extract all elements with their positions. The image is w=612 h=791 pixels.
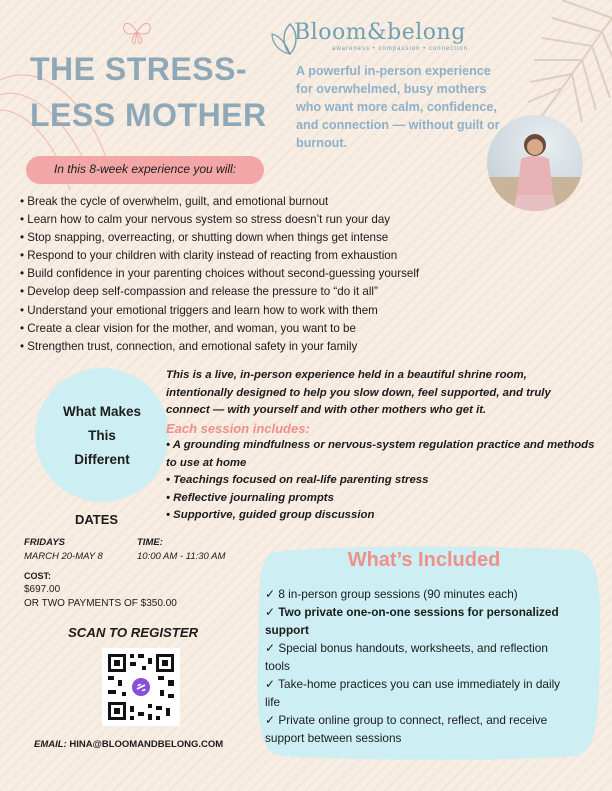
logo-tagline: awareness • compassion • connection [332,46,468,52]
title-line-1: THE STRESS- [30,51,248,87]
butterfly-icon [120,18,154,46]
check-icon: ✓ [265,587,276,601]
included-item-text: Special bonus handouts, worksheets, and reflection tools [265,641,548,673]
check-icon: ✓ [265,713,276,727]
session-item: • Teachings focused on real-life parenting stress [166,474,429,486]
different-heading-line-2: This [88,428,116,443]
different-description-block [166,367,596,525]
different-heading-line-1: What Makes [62,404,142,419]
list-item: • Create a clear vision for the mother, and woman, you want to be [20,320,560,338]
payment-option: OR TWO PAYMENTS OF $350.00 [24,598,177,609]
session-item: • Supportive, guided group discussion [166,509,375,521]
different-description: This is a live, in-person experience held in a beautiful shrine room, intentionally designed to help you slow down, feel supported, and truly connect — with yourself and with other mothers who get it. [166,369,551,416]
check-icon: ✓ [265,677,276,691]
logo-wordmark: Bloom&belong [294,20,466,45]
title-line-2: LESS MOTHER [30,97,267,133]
list-item: • Stop snapping, overreacting, or shutting down when things get intense [20,229,560,247]
scan-heading: SCAN TO REGISTER [68,625,199,640]
qr-code-icon [102,648,180,726]
benefits-heading: In this 8-week experience you will: [53,162,237,176]
list-item [265,585,565,603]
list-item [265,639,565,675]
list-item: • Respond to your children with clarity instead of reacting from exhaustion [20,247,560,265]
dates-heading: DATES [75,512,119,527]
list-item [265,711,565,747]
included-item-text: Two private one-on-one sessions for personalized support [265,605,559,637]
intro-text: A powerful in-person experience for overwhelmed, busy mothers who want more calm, confidence, and connection — without guilt or burnout. [296,64,500,150]
email-line [34,739,223,750]
list-item: • Develop deep self-compassion and release the pressure to “do it all” [20,283,560,301]
list-item: • Break the cycle of overwhelm, guilt, and emotional burnout [20,193,560,211]
date-range: MARCH 20-MAY 8 [24,551,103,562]
list-item: • Understand your emotional triggers and learn how to work with them [20,302,560,320]
different-heading [45,400,159,472]
session-item: • Reflective journaling prompts [166,491,334,504]
qr-code[interactable] [102,648,180,726]
time-value: 10:00 AM - 11:30 AM [137,551,226,562]
email-label: EMAIL: [34,739,67,750]
check-icon: ✓ [265,641,276,655]
session-item: • A grounding mindfulness or nervous-system regulation practice and methods to use at home [166,439,595,469]
included-item-text: Private online group to connect, reflect, and receive support between sessions [265,713,548,745]
email-address[interactable]: HINA@BLOOMANDBELONG.COM [69,739,224,750]
list-item: • Build confidence in your parenting choices without second-guessing yourself [20,265,560,283]
list-item [265,603,565,639]
session-heading: Each session includes: [166,420,310,436]
included-heading: What’s Included [347,549,501,571]
list-item: • Strengthen trust, connection, and emotional safety in your family [20,338,560,356]
different-heading-line-3: Different [74,452,130,467]
list-item: • Learn how to calm your nervous system so stress doesn’t run your day [20,211,560,229]
benefits-list [20,193,560,356]
list-item [265,675,565,711]
cost-label: COST: [24,571,51,581]
time-label: TIME: [137,537,163,548]
day-label: FRIDAYS [24,537,65,548]
check-icon: ✓ [265,605,276,619]
included-item-text: 8 in-person group sessions (90 minutes each) [278,587,518,601]
cost-value: $697.00 [24,584,61,595]
page-title [30,46,280,138]
included-list [265,585,565,747]
included-item-text: Take-home practices you can use immediately in daily life [265,677,561,709]
